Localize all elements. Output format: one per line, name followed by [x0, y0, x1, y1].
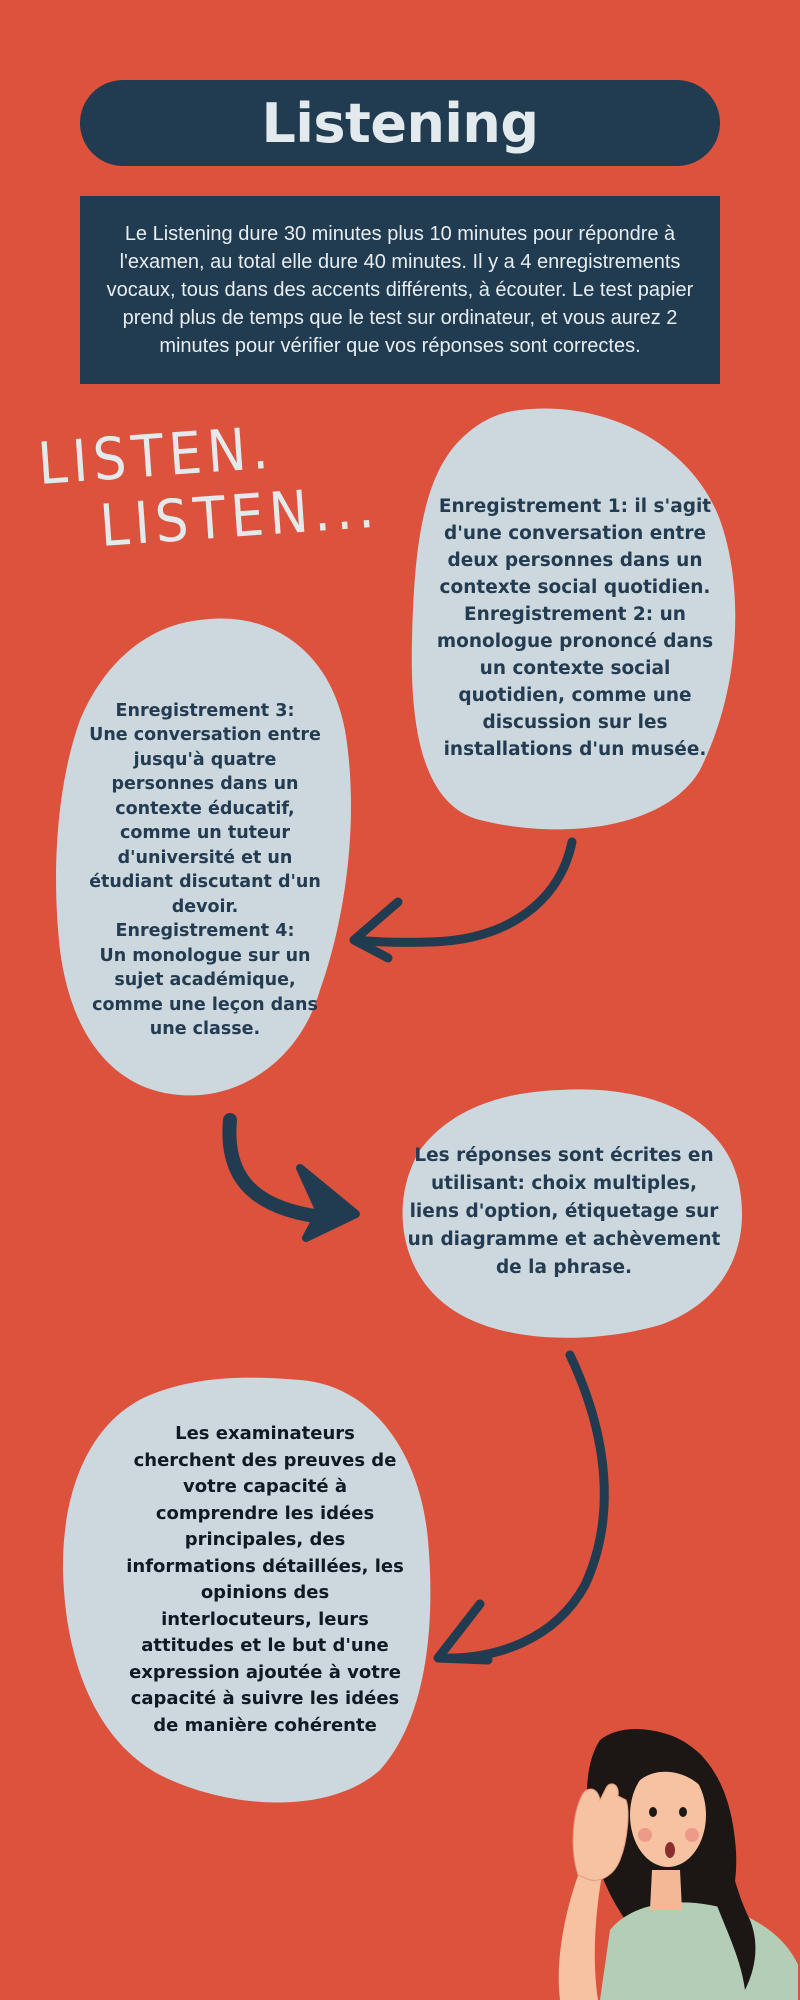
cheek-left: [638, 1828, 652, 1842]
eye-left: [649, 1807, 657, 1817]
handwritten-line-1: LISTEN.: [35, 413, 276, 498]
shirt: [600, 1902, 798, 2000]
page-title: Listening: [261, 91, 539, 155]
curved-arrow-icon: [229, 1120, 356, 1238]
eye-right: [679, 1807, 687, 1817]
curved-arrow-icon: [438, 1355, 604, 1660]
blob-text-recordings-1-2: Enregistrement 1: il s'agit d'une conversation entre deux personnes dans un contexte social quotidien. Enregistrement 2: un monologue prononcé dans un contexte social quotidien, comme une discussion sur les installations d'un musée.: [436, 496, 714, 760]
blob-text-answers: Les réponses sont écrites en utilisant: choix multiples, liens d'option, étiquetage sur un diagramme et achèvement de la phrase.: [407, 1145, 721, 1278]
mouth: [665, 1842, 675, 1858]
intro-text: Le Listening dure 30 minutes plus 10 minutes pour répondre à l'examen, au total elle dure 40 minutes. Il y a 4 enregistrements vocaux, tous dans des accents différents, à écouter. Le test papier prend plus de temps que le test sur ordinateur, et vous aurez 2 minutes pour vérifier que vos réponses sont correctes.: [106, 223, 694, 357]
handwritten-line-2: LISTEN...: [97, 472, 382, 560]
neck: [650, 1870, 682, 1910]
cheek-right: [685, 1828, 699, 1842]
blob-text-recordings-3-4: Enregistrement 3: Une conversation entre jusqu'à quatre personnes dans un contexte éducatif, comme un tuteur d'université et un étudiant discutant d'un devoir. Enregistrement 4: Un monologue sur un sujet académique, comme une leçon dans une classe.: [89, 700, 321, 1039]
curved-arrow-icon: [354, 842, 572, 958]
listening-girl-illustration: [540, 1700, 800, 2000]
blob-text-examiners: Les examinateurs cherchent des preuves de votre capacité à comprendre les idées principales, des informations détaillées, les opinions des interlocuteurs, leurs attitudes et le but d'une expression ajoutée à votre capacité à suivre les idées de manière cohérente: [126, 1423, 404, 1736]
arm: [559, 1870, 602, 2000]
